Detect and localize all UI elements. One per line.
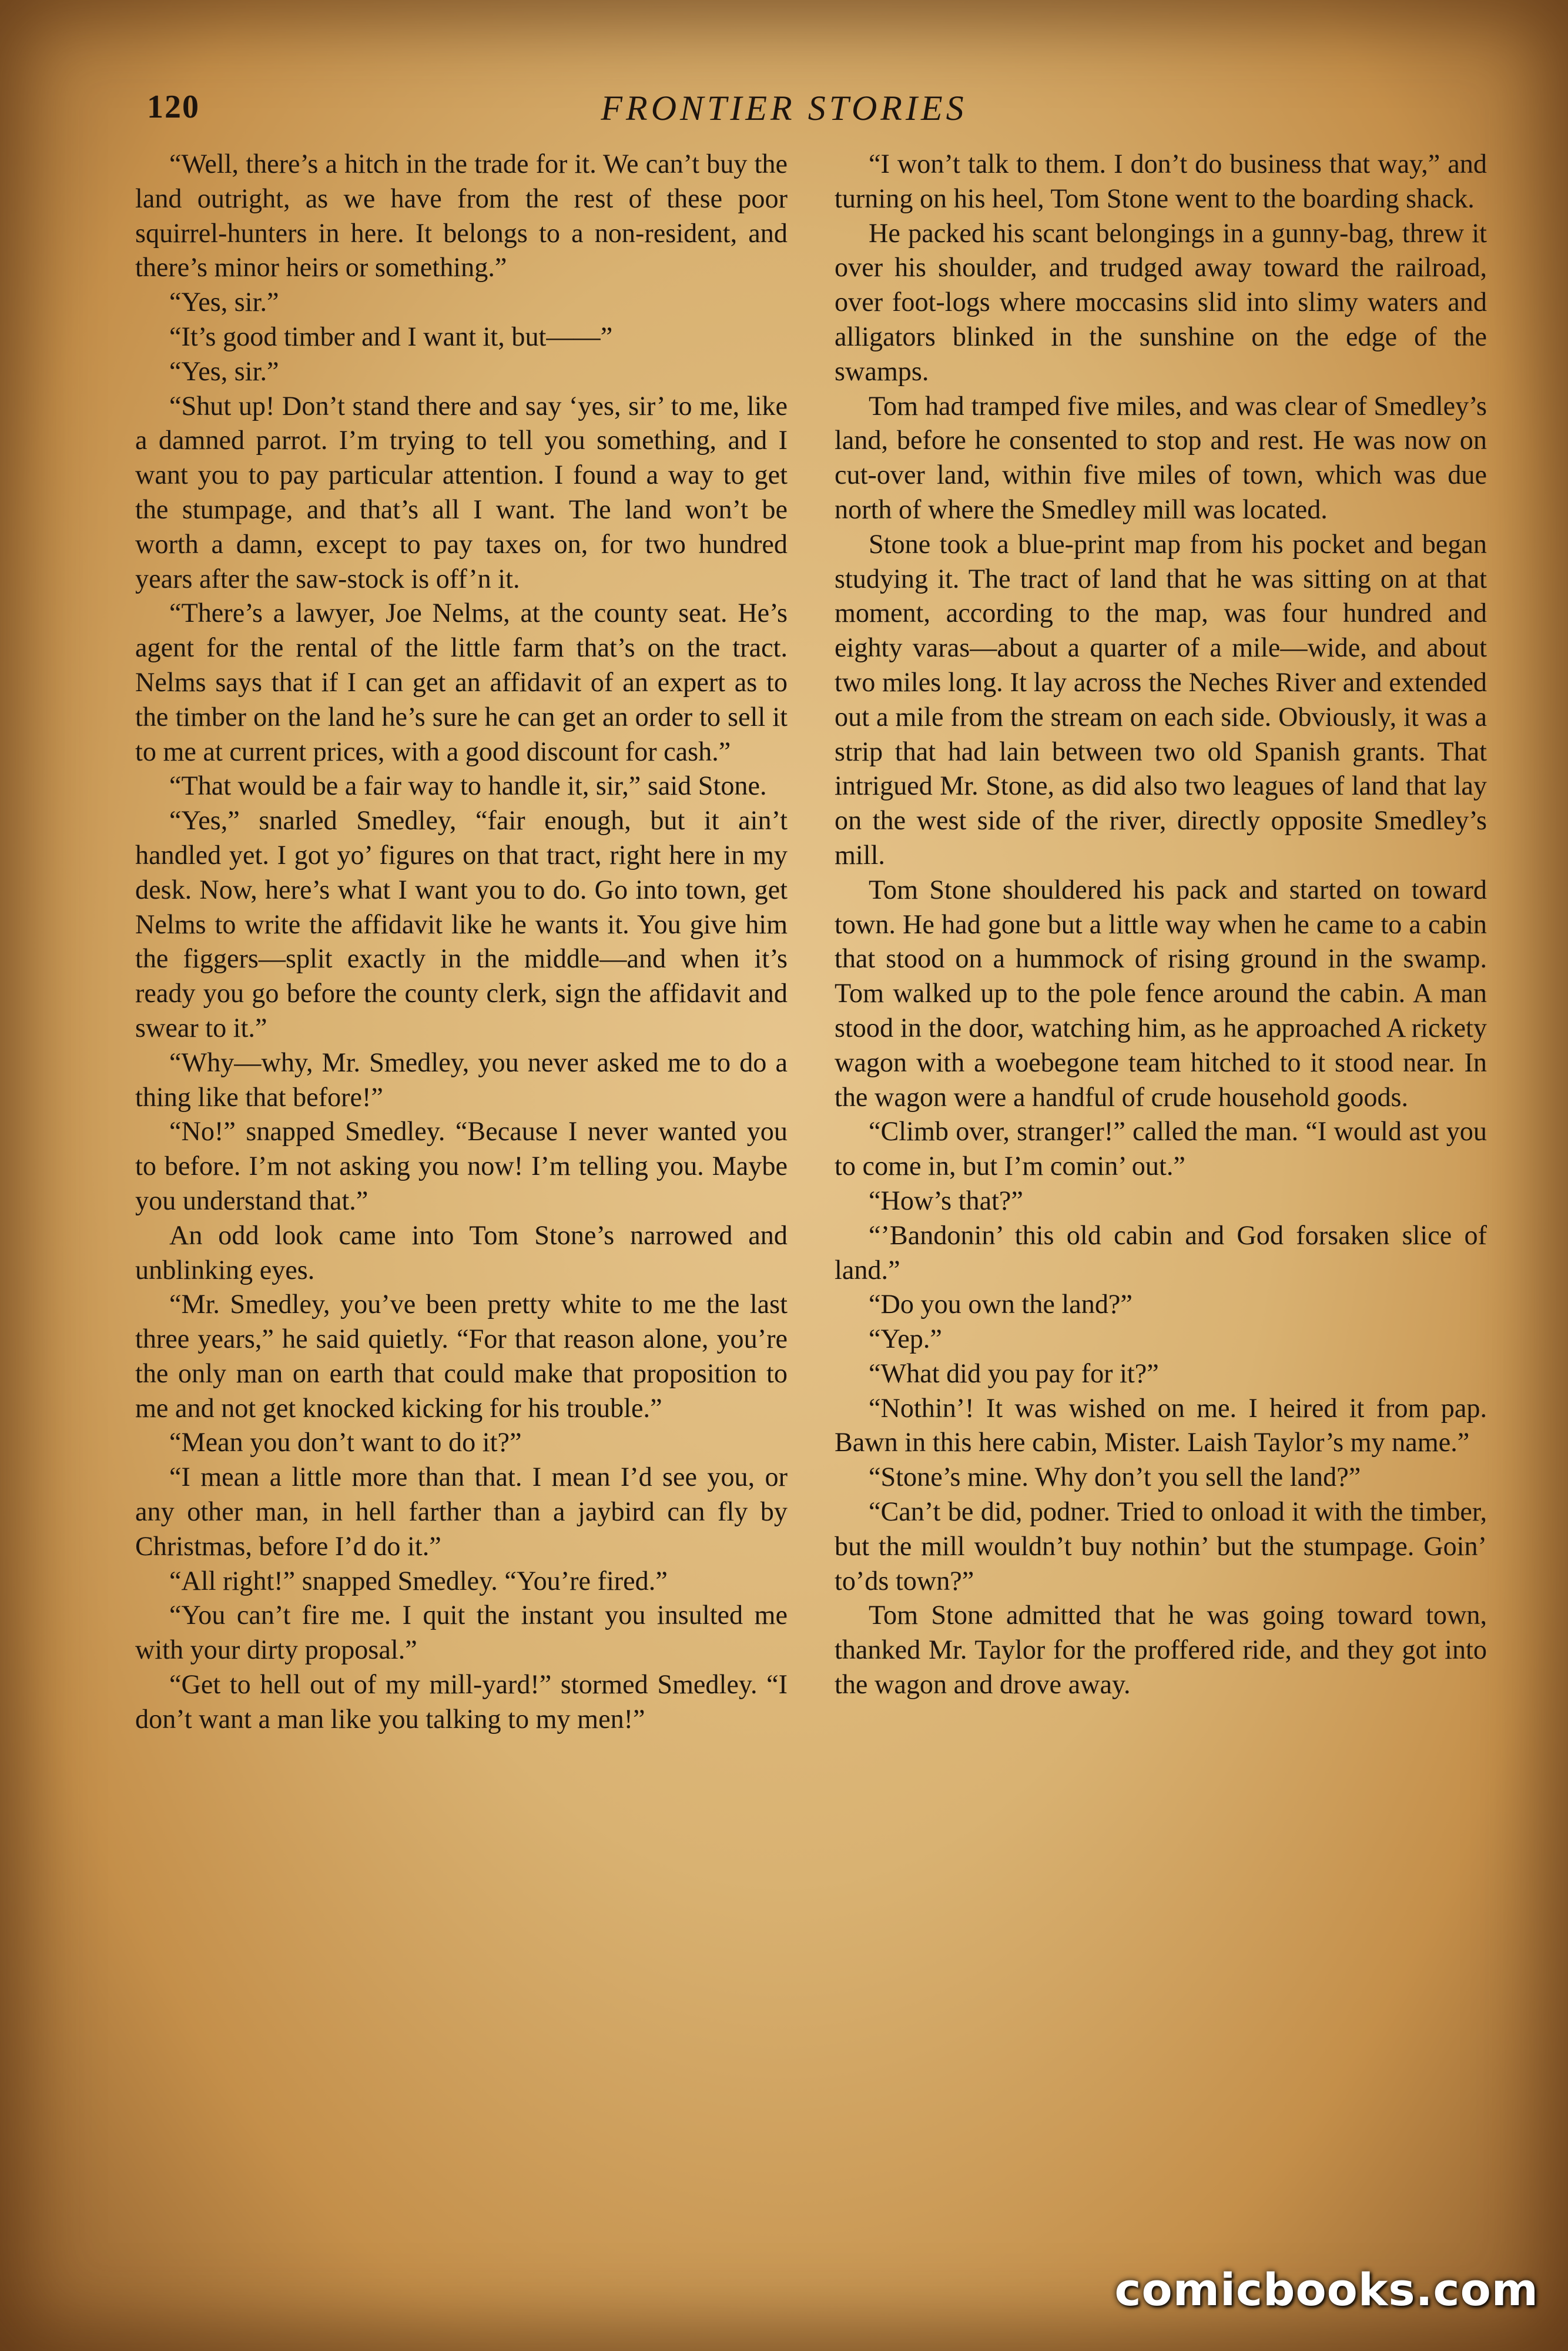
paragraph: “There’s a lawyer, Joe Nelms, at the county seat. He’s agent for the rental of the little farm that’s on the tract. Nelms says that if I can get an affidavit of an expert as to the timber on the land he’s sure he can get an order to sell it to me at current prices, with a good discount for cash.” [135,598,788,766]
paragraph: “Why—why, Mr. Smedley, you never asked me to do a thing like that before!” [135,1047,788,1112]
paragraph: Tom Stone shouldered his pack and started on toward town. He had gone but a little way when he came to a cabin that stood on a hummock of rising ground in the swamp. Tom walked up to the pole fence around the cabin. A man stood in the door, watching him, as he approached A rickety wagon with a woebegone team hitched to it stood near. In the wagon were a handful of crude household goods. [835,874,1487,1112]
paragraph: Tom Stone admitted that he was going toward town, thanked Mr. Taylor for the proffered ride, and they got into the wagon and drove away. [835,1600,1487,1700]
paragraph: “Stone’s mine. Why don’t you sell the land?” [869,1462,1361,1492]
paragraph: “Yes, sir.” [169,287,279,317]
paragraph: “You can’t fire me. I quit the instant you insulted me with your dirty proposal.” [135,1600,788,1665]
paragraph: Stone took a blue-print map from his pocket and began studying it. The tract of land that he was sitting on at that moment, according to the map, was four hundred and eighty varas—about a quarter of a mile—wide, and about two miles long. It lay across the Neches River and extended out a mile from the stream on each side. Obviously, it was a strip that had lain between two old Spanish grants. That intrigued Mr. Stone, as did also two leagues of land that lay on the west side of the river, directly opposite Smedley’s mill. [835,528,1487,870]
paragraph: “Get to hell out of my mill-yard!” stormed Smedley. “I don’t want a man like you talking to my men!” [135,1669,788,1734]
paragraph: “Do you own the land?” [869,1289,1133,1319]
paragraph: “’Bandonin’ this old cabin and God forsaken slice of land.” [835,1220,1487,1285]
paragraph: “Nothin’! It was wished on me. I heired it from pap. Bawn in this here cabin, Mister. Laish Taylor’s my name.” [835,1392,1487,1458]
paragraph: “Yes, sir.” [169,356,279,386]
page-header [141,88,1427,135]
paragraph: “It’s good timber and I want it, but——” [169,321,613,351]
paragraph: “I won’t talk to them. I don’t do business that way,” and turning on his heel, Tom Stone went to the boarding shack. [835,149,1487,213]
paragraph: He packed his scant belongings in a gunny-bag, threw it over his shoulder, and trudged away toward the railroad, over foot-logs where moccasins slid into slimy waters and alligators blinked in the sunshine on the edge of the swamps. [835,217,1487,386]
left-column [135,147,788,1737]
paragraph: “Yes,” snarled Smedley, “fair enough, but it ain’t handled yet. I got yo’ figures on that tract, right here in my desk. Now, here’s what I want you to do. Go into town, get Nelms to write the affidavit like he wants it. You give him the figgers—split exactly in the middle—and when it’s ready you go before the county clerk, sign the affidavit and swear to it.” [135,805,788,1043]
running-title: FRONTIER STORIES [601,89,967,128]
paragraph: An odd look came into Tom Stone’s narrowed and unblinking eyes. [135,1220,788,1285]
paragraph: “I mean a little more than that. I mean I’d see you, or any other man, in hell farther than a jaybird can fly by Christmas, before I’d do it.” [135,1462,788,1561]
paragraph: “Shut up! Don’t stand there and say ‘yes, sir’ to me, like a damned parrot. I’m trying to tell you something, and I want you to pay particular attention. I found a way to get the stumpage, and that’s all I want. The land won’t be worth a damn, except to pay taxes on, for two hundred years after the saw-stock is off’n it. [135,390,788,594]
paragraph: “Climb over, stranger!” called the man. “I would ast you to come in, but I’m comin’ out.” [835,1116,1487,1181]
paragraph: “No!” snapped Smedley. “Because I never wanted you to before. I’m not asking you now! I’m telling you. Maybe you understand that.” [135,1116,788,1215]
right-column [835,147,1487,1702]
watermark: comicbooks.com [1114,2263,1539,2316]
paragraph: Tom had tramped five miles, and was clear of Smedley’s land, before he consented to stop and rest. He was now on cut-over land, within five miles of town, which was due north of where the Smedley mill was located. [835,390,1487,524]
paragraph: “Mr. Smedley, you’ve been pretty white to me the last three years,” he said quietly. “For that reason alone, you’re the only man on earth that could make that proposition to me and not get knocked kicking for his trouble.” [135,1289,788,1423]
paragraph: “Well, there’s a hitch in the trade for it. We can’t buy the land outright, as we have from the rest of these poor squirrel-hunters in here. It belongs to a non-resident, and there’s minor heirs or something.” [135,149,788,283]
paragraph: “Can’t be did, podner. Tried to onload it with the timber, but the mill wouldn’t buy nothin’ but the stumpage. Goin’ to’ds town?” [835,1496,1487,1596]
paragraph: “How’s that?” [869,1185,1023,1215]
paragraph: “What did you pay for it?” [869,1358,1159,1388]
paragraph: “All right!” snapped Smedley. “You’re fired.” [169,1565,668,1596]
paragraph: “Yep.” [869,1324,942,1354]
paragraph: “That would be a fair way to handle it, sir,” said Stone. [169,771,767,801]
paragraph: “Mean you don’t want to do it?” [169,1427,522,1458]
page-number: 120 [147,89,200,125]
